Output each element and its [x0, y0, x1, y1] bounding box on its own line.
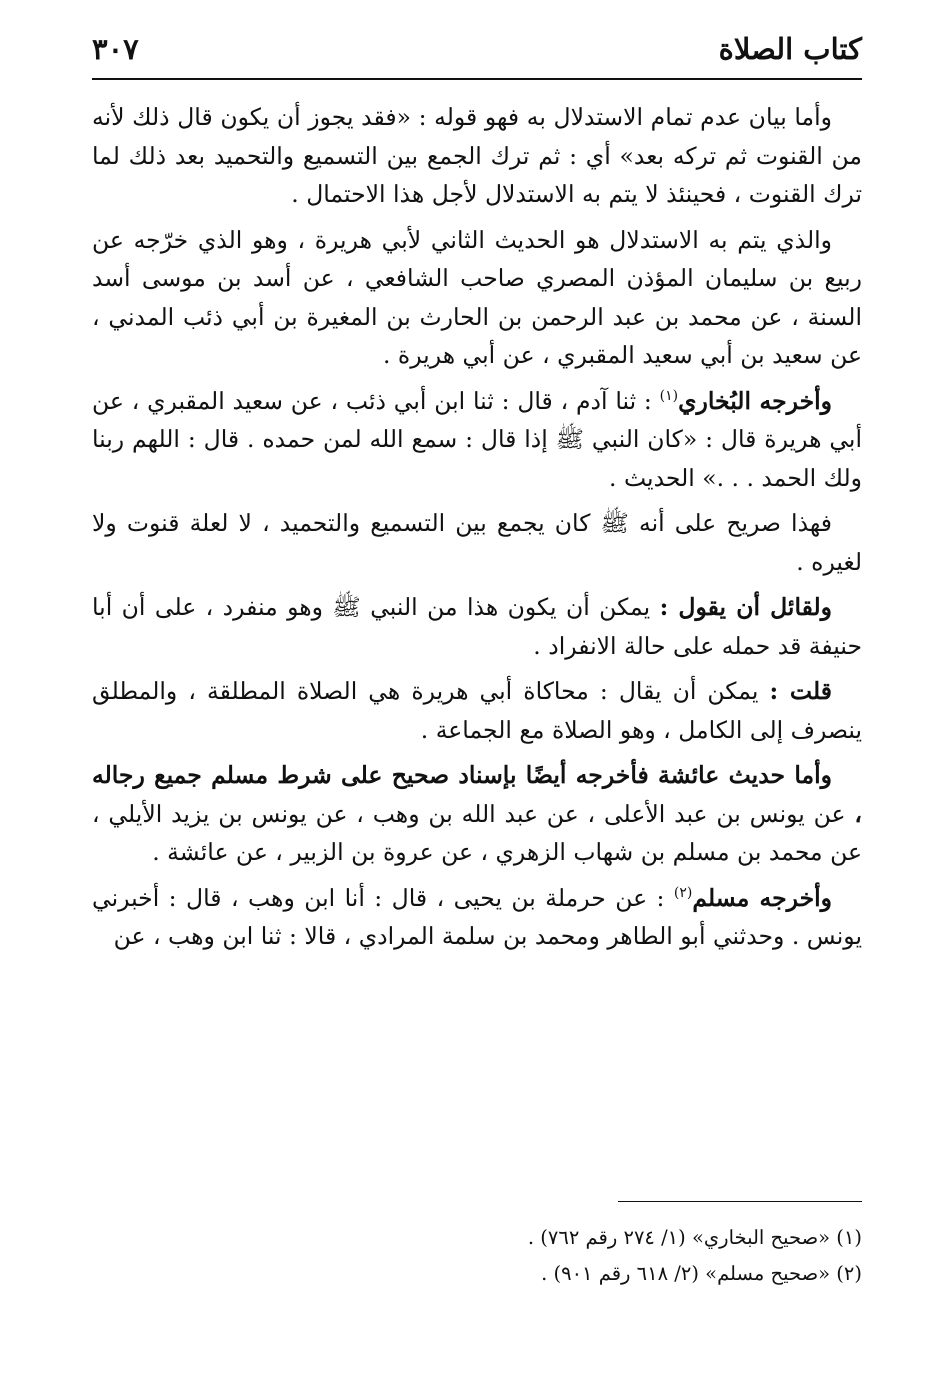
paragraph-text: يمكن أن يكون هذا من النبي ﷺ وهو منفرد ، على أن أبا حنيفة قد حمله على حالة الانفراد .	[92, 593, 862, 660]
chapter-title: كتاب الصلاة	[718, 32, 862, 66]
page-number: ٣٠٧	[92, 32, 139, 66]
paragraph-lead: قلت :	[769, 677, 832, 705]
paragraph-lead: وأما حديث عائشة فأخرجه أيضًا بإسناد صحيح على شرط مسلم جميع رجاله ،	[92, 761, 862, 828]
footnote: (٢) «صحيح مسلم» (٢/ ٦١٨ رقم ٩٠١) .	[541, 1262, 862, 1285]
body-text	[92, 98, 862, 963]
paragraph	[92, 672, 862, 749]
paragraph-text: يمكن أن يقال : محاكاة أبي هريرة هي الصلاة المطلقة ، والمطلق ينصرف إلى الكامل ، وهو الصلاة مع الجماعة .	[92, 677, 862, 744]
paragraph-text: : ثنا آدم ، قال : ثنا ابن أبي ذئب ، عن سعيد المقبري ، عن أبي هريرة قال : «كان النبي ﷺ إذا قال : سمع الله لمن حمده . قال : اللهم ربنا ولك الحمد . . .» الحديث .	[92, 386, 862, 492]
paragraph-text: والذي يتم به الاستدلال هو الحديث الثاني لأبي هريرة ، وهو الذي خرّجه عن ربيع بن سليمان المؤذن المصري صاحب الشافعي ، عن أسد بن موسى أسد السنة ، عن محمد بن عبد الرحمن بن الحارث بن المغيرة بن أبي ذئب المدني ، عن سعيد بن أبي سعيد المقبري ، عن أبي هريرة .	[92, 225, 862, 369]
footnote-reference: (١)	[659, 387, 679, 404]
footnote-separator	[618, 1201, 862, 1202]
paragraph-lead: وأخرجه مسلم	[692, 883, 832, 912]
paragraph-text: عن يونس بن عبد الأعلى ، عن عبد الله بن وهب ، عن يونس بن يزيد الأيلي ، عن محمد بن مسلم بن شهاب الزهري ، عن عروة بن الزبير ، عن عائشة .	[92, 799, 862, 866]
paragraph-lead: ولقائل أن يقول :	[659, 593, 832, 621]
footnotes	[92, 1220, 862, 1292]
paragraph	[92, 756, 862, 872]
paragraph	[92, 504, 862, 581]
footnote-reference: (٢)	[673, 884, 693, 901]
paragraph-lead: وأخرجه البُخاري	[678, 386, 833, 415]
paragraph	[92, 98, 862, 214]
paragraph-text: فهذا صريح على أنه ﷺ كان يجمع بين التسميع والتحميد ، لا لعلة قنوت ولا لغيره .	[92, 509, 862, 576]
paragraph-text: : عن حرملة بن يحيى ، قال : أنا ابن وهب ، قال : أخبرني يونس . وحدثني أبو الطاهر ومحمد بن سلمة المرادي ، قالا : ثنا ابن وهب ، عن	[92, 883, 862, 950]
running-header	[92, 24, 862, 82]
header-rule	[92, 78, 862, 80]
footnote: (١) «صحيح البخاري» (١/ ٢٧٤ رقم ٧٦٢) .	[527, 1226, 862, 1249]
paragraph	[92, 879, 862, 956]
paragraph	[92, 221, 862, 375]
paragraph-text: وأما بيان عدم تمام الاستدلال به فهو قوله : «فقد يجوز أن يكون قال ذلك لأنه من القنوت ثم تركه بعد» أي : ثم ترك الجمع بين التسميع والتحميد بعد ذلك لما ترك القنوت ، فحينئذ لا يتم به الاستدلال لأجل هذا الاحتمال .	[92, 103, 862, 208]
paragraph	[92, 588, 862, 665]
paragraph	[92, 382, 862, 498]
